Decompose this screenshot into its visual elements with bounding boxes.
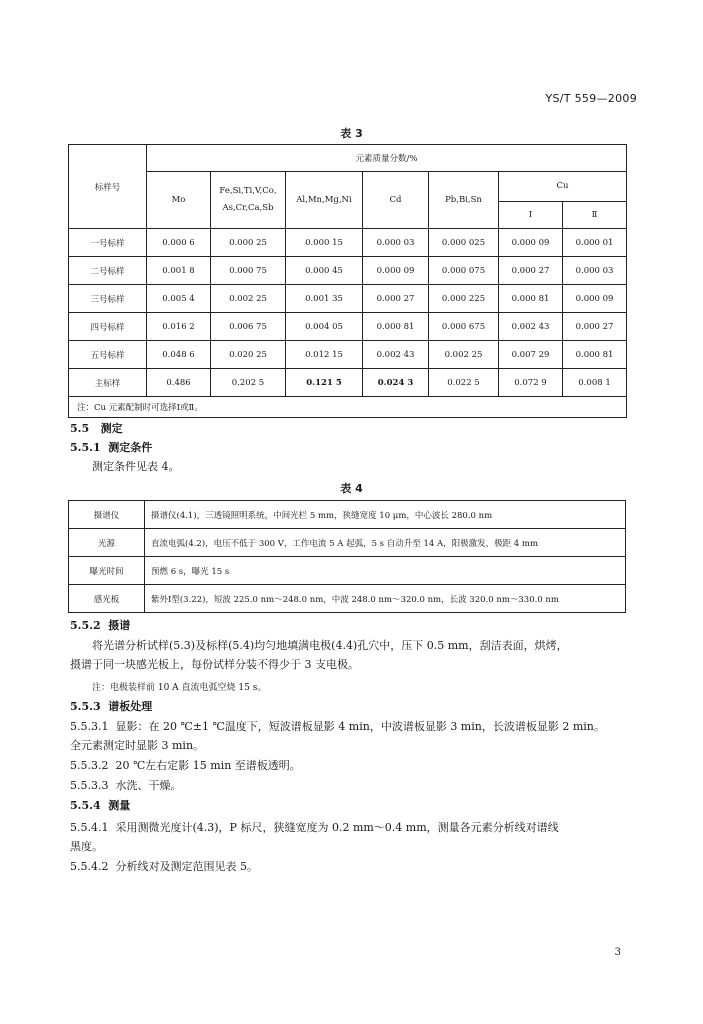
table-cell: 0.000 03: [363, 229, 429, 257]
table-cell: 0.000 81: [363, 313, 429, 341]
table-cell: 0.000 27: [363, 285, 429, 313]
paragraph: 全元素测定时显影 3 min。: [70, 739, 205, 752]
paragraph: 采用测微光度计(4.3)，P 标尺，狭缝宽度为 0.2 mm～0.4 mm，测量各元素分析线对谱线: [115, 821, 559, 834]
table-cell: 0.004 05: [286, 313, 363, 341]
table-cell: 0.000 025: [429, 229, 499, 257]
paragraph: 测定条件见表 4。: [92, 460, 180, 473]
table-cell: 0.000 675: [429, 313, 499, 341]
table-row: [69, 529, 626, 557]
table-cell: 0.000 27: [499, 257, 563, 285]
table-cell: 0.006 75: [211, 313, 286, 341]
table-cell: 0.001 35: [286, 285, 363, 313]
section-title: 谱板处理: [108, 700, 153, 713]
section-5-5-3-2: [70, 757, 301, 773]
col-header-cu-i: Ⅰ: [499, 201, 563, 228]
col-header-cu-ii: Ⅱ: [563, 201, 627, 228]
row-label: 三号标样: [69, 285, 147, 313]
col-header-al-group: Al,Mn,Mg,Ni: [286, 172, 363, 229]
table-cell: 0.000 075: [429, 257, 499, 285]
table-row: [69, 501, 626, 529]
col-header-pb-group: Pb,Bi,Sn: [429, 172, 499, 229]
table-cell: 0.012 15: [286, 341, 363, 369]
section-5-5: [70, 420, 123, 436]
row-label: 二号标样: [69, 257, 147, 285]
table3-caption: 表 3: [340, 127, 363, 140]
col-header-fe-line2: As,Cr,Ca,Sb: [222, 203, 274, 213]
table-row: [69, 313, 627, 341]
section-5-5-2: [70, 617, 130, 633]
table-cell: 0.202 5: [211, 369, 286, 397]
col-header-sample: 标样号: [69, 145, 147, 229]
col-header-cd: Cd: [363, 172, 429, 229]
table-row: [69, 229, 627, 257]
table3-note: 注：Cu 元素配制时可选择Ⅰ或Ⅱ。: [69, 397, 627, 418]
note: 注：电极装样前 10 A 直流电弧空烧 15 s。: [92, 683, 267, 693]
section-number: 5.5: [70, 422, 90, 435]
standard-number: YS/T 559—2009: [545, 92, 637, 105]
section-number: 5.5.2: [70, 619, 101, 632]
row-label: 曝光时间: [69, 557, 145, 585]
section-5-5-3-3: [70, 777, 181, 793]
table-cell: 0.002 25: [429, 341, 499, 369]
section-5-5-3-1: [70, 718, 605, 734]
table4-caption: 表 4: [340, 482, 363, 495]
table-cell: 0.048 6: [147, 341, 211, 369]
section-5-5-4: [70, 797, 130, 813]
paragraph: 摄谱于同一块感光板上，每份试样分装不得少于 3 支电极。: [70, 658, 359, 671]
table-cell: 预燃 6 s，曝光 15 s: [145, 557, 626, 585]
table-cell: 0.002 25: [211, 285, 286, 313]
section-number: 5.5.3.2: [70, 759, 109, 772]
table-cell: 0.000 03: [563, 257, 627, 285]
col-header-group: 元素质量分数/%: [147, 145, 627, 172]
table-cell: 0.000 09: [563, 285, 627, 313]
table-row: [69, 285, 627, 313]
table-row: [69, 257, 627, 285]
section-5-5-1: [70, 439, 152, 455]
row-label: 感光板: [69, 585, 145, 613]
table-cell: 0.022 5: [429, 369, 499, 397]
table-cell: 0.000 09: [363, 257, 429, 285]
section-number: 5.5.4: [70, 799, 101, 812]
table-cell: 0.000 75: [211, 257, 286, 285]
section-number: 5.5.4.2: [70, 860, 109, 873]
section-number: 5.5.3: [70, 700, 101, 713]
section-5-5-3: [70, 698, 152, 714]
col-header-cu: Cu: [499, 172, 627, 202]
table-cell: 0.121 5: [286, 369, 363, 397]
table-cell: 0.001 8: [147, 257, 211, 285]
table-cell: 0.000 225: [429, 285, 499, 313]
table-cell: 0.000 01: [563, 229, 627, 257]
col-header-mo: Mo: [147, 172, 211, 229]
table-cell: 0.016 2: [147, 313, 211, 341]
row-label: 五号标样: [69, 341, 147, 369]
table-cell: 0.486: [147, 369, 211, 397]
paragraph: 显影：在 20 ℃±1 ℃温度下，短波谱板显影 4 min，中波谱板显影 3 min，长波谱板显影 2 min。: [115, 720, 605, 733]
table3: [68, 144, 627, 418]
table-row: [69, 557, 626, 585]
col-header-fe-line1: Fe,Si,Ti,V,Co,: [219, 186, 277, 196]
table-cell: 0.000 27: [563, 313, 627, 341]
section-number: 5.5.4.1: [70, 821, 109, 834]
table-cell: 0.000 09: [499, 229, 563, 257]
table-cell: 0.002 43: [499, 313, 563, 341]
table-cell: 直流电弧(4.2)，电压不低于 300 V，工作电流 5 A 起弧，5 s 自动升至 14 A，阳极激发，极距 4 mm: [145, 529, 626, 557]
table-cell: 摄谱仪(4.1)，三透镜照明系统，中间光栏 5 mm，狭缝宽度 10 μm，中心波长 280.0 nm: [145, 501, 626, 529]
section-title: 测定条件: [108, 441, 153, 454]
section-title: 测量: [108, 799, 131, 812]
section-5-5-4-2: [70, 858, 258, 874]
table-cell: 0.020 25: [211, 341, 286, 369]
table-cell: 0.000 25: [211, 229, 286, 257]
table-cell: 0.072 9: [499, 369, 563, 397]
table-row: [69, 341, 627, 369]
section-number: 5.5.1: [70, 441, 101, 454]
section-title: 测定: [100, 422, 123, 435]
table-cell: 0.002 43: [363, 341, 429, 369]
table-cell: 0.000 6: [147, 229, 211, 257]
section-title: 摄谱: [108, 619, 131, 632]
section-number: 5.5.3.1: [70, 720, 109, 733]
paragraph: 分析线对及测定范围见表 5。: [115, 860, 258, 873]
section-number: 5.5.3.3: [70, 779, 109, 792]
paragraph: 黑度。: [70, 840, 103, 853]
row-label: 一号标样: [69, 229, 147, 257]
row-label: 主标样: [69, 369, 147, 397]
col-header-fe-group: [211, 172, 286, 229]
paragraph: 水洗、干燥。: [115, 779, 182, 792]
row-label: 摄谱仪: [69, 501, 145, 529]
table-row: [69, 585, 626, 613]
section-5-5-4-1: [70, 819, 559, 835]
table-cell: 0.008 1: [563, 369, 627, 397]
row-label: 光源: [69, 529, 145, 557]
table-cell: 紫外Ⅰ型(3.22)，短波 225.0 nm～248.0 nm，中波 248.0 nm～320.0 nm，长波 320.0 nm～330.0 nm: [145, 585, 626, 613]
table4: [68, 500, 626, 613]
table-cell: 0.007 29: [499, 341, 563, 369]
table-cell: 0.005 4: [147, 285, 211, 313]
row-label: 四号标样: [69, 313, 147, 341]
paragraph: 20 ℃左右定影 15 min 至谱板透明。: [115, 759, 301, 772]
table-cell: 0.000 45: [286, 257, 363, 285]
page-number: 3: [614, 947, 621, 958]
table-cell: 0.024 3: [363, 369, 429, 397]
table-cell: 0.000 15: [286, 229, 363, 257]
table-cell: 0.000 81: [499, 285, 563, 313]
table-row: [69, 369, 627, 397]
paragraph: 将光谱分析试样(5.3)及标样(5.4)均匀地填满电极(4.4)孔穴中，压下 0.5 mm，刮洁表面，烘烤，: [92, 639, 568, 652]
table-cell: 0.000 81: [563, 341, 627, 369]
